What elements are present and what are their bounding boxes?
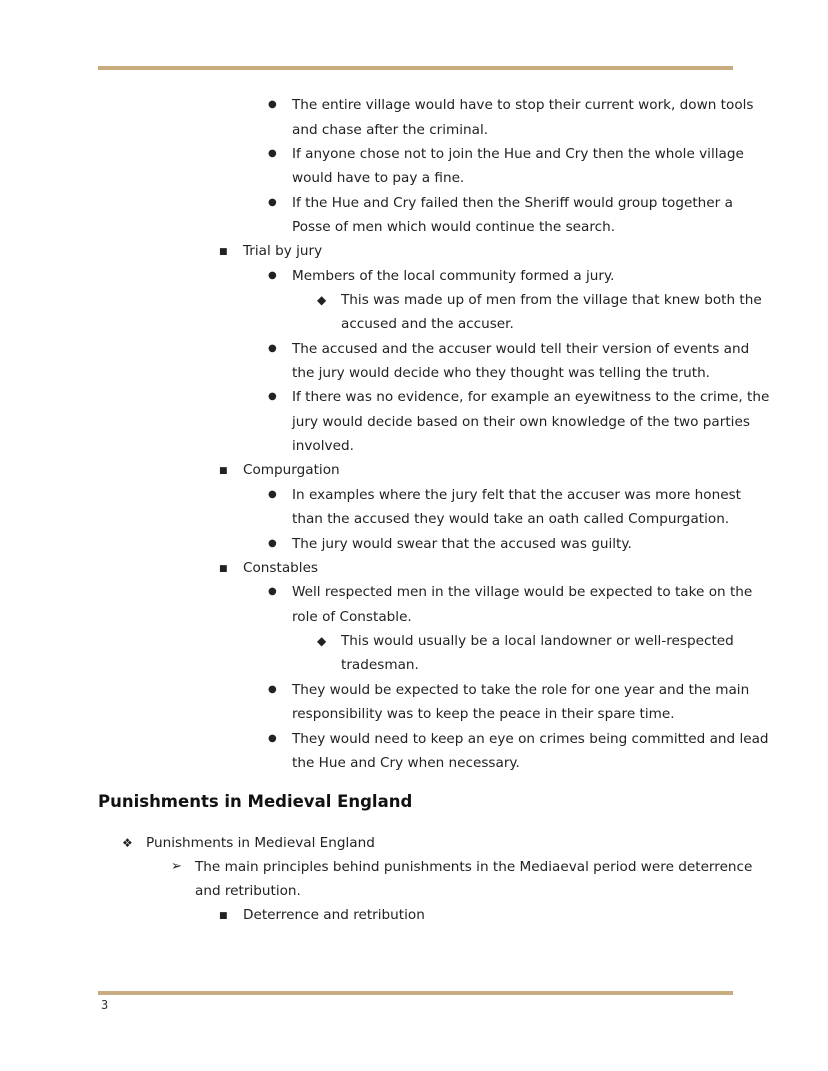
list-item-text: This would usually be a local landowner or well-respected xyxy=(341,633,734,649)
bullet-dot-icon: ● xyxy=(268,148,277,159)
bullet-square-icon: ■ xyxy=(219,911,228,921)
bullet-dot-icon: ● xyxy=(268,270,277,281)
bullet-dot-icon: ● xyxy=(268,586,277,597)
bullet-diamond-icon: ◆ xyxy=(317,293,327,307)
list-item-text: than the accused they would take an oath called Compurgation. xyxy=(292,511,730,527)
bullet-square-icon: ■ xyxy=(219,247,228,257)
list-item-text: If anyone chose not to join the Hue and Cry then the whole village xyxy=(292,146,744,162)
bullet-dot-icon: ● xyxy=(268,391,277,402)
list-item-text: would have to pay a fine. xyxy=(292,170,465,186)
list-item-text: Constables xyxy=(243,560,319,576)
list-item-text: involved. xyxy=(292,438,354,454)
list-item-text: and retribution. xyxy=(195,883,301,899)
bullet-star-icon: ❖ xyxy=(122,836,133,850)
list-item-text: Well respected men in the village would be expected to take on the xyxy=(292,584,753,600)
list-item-text: jury would decide based on their own knowledge of the two parties xyxy=(292,414,750,430)
bullet-diamond-icon: ◆ xyxy=(317,634,327,648)
list-item-text: Compurgation xyxy=(243,462,340,478)
bullet-dot-icon: ● xyxy=(268,684,277,695)
list-item-text: Punishments in Medieval England xyxy=(146,835,375,851)
list-item-text: This was made up of men from the village that knew both the xyxy=(341,292,762,308)
bullet-square-icon: ■ xyxy=(219,466,228,476)
list-item-text: accused and the accuser. xyxy=(341,316,514,332)
bullet-dot-icon: ● xyxy=(268,538,277,549)
list-item-text: Posse of men which would continue the search. xyxy=(292,219,616,235)
header-rule xyxy=(98,66,733,70)
bullet-square-icon: ■ xyxy=(219,564,228,574)
list-item-text: Trial by jury xyxy=(243,243,323,259)
list-item-text: the jury would decide who they thought was telling the truth. xyxy=(292,365,711,381)
list-item-text: The accused and the accuser would tell their version of events and xyxy=(292,341,750,357)
list-item-text: They would be expected to take the role for one year and the main xyxy=(292,682,750,698)
bullet-dot-icon: ● xyxy=(268,99,277,110)
footer-rule xyxy=(98,991,733,995)
list-item-text: role of Constable. xyxy=(292,609,412,625)
section-heading: Punishments in Medieval England xyxy=(98,792,413,811)
bullet-arrow-icon: ➢ xyxy=(171,859,182,874)
page-number: 3 xyxy=(101,998,109,1012)
list-item-text: In examples where the jury felt that the accuser was more honest xyxy=(292,487,741,503)
bullet-dot-icon: ● xyxy=(268,343,277,354)
list-item-text: the Hue and Cry when necessary. xyxy=(292,755,520,771)
list-item-text: tradesman. xyxy=(341,657,419,673)
list-item-text: Deterrence and retribution xyxy=(243,907,425,923)
list-item-text: If there was no evidence, for example an eyewitness to the crime, the xyxy=(292,389,770,405)
list-item-text: The jury would swear that the accused was guilty. xyxy=(292,536,632,552)
list-item-text: They would need to keep an eye on crimes being committed and lead xyxy=(292,731,769,747)
list-item-text: and chase after the criminal. xyxy=(292,122,489,138)
list-item-text: The main principles behind punishments in the Mediaeval period were deterrence xyxy=(195,859,753,875)
list-item-text: If the Hue and Cry failed then the Sheriff would group together a xyxy=(292,195,733,211)
bullet-dot-icon: ● xyxy=(268,197,277,208)
bullet-dot-icon: ● xyxy=(268,489,277,500)
list-item-text: responsibility was to keep the peace in their spare time. xyxy=(292,706,675,722)
bullet-dot-icon: ● xyxy=(268,733,277,744)
list-item-text: The entire village would have to stop their current work, down tools xyxy=(292,97,754,113)
list-item-text: Members of the local community formed a jury. xyxy=(292,268,615,284)
